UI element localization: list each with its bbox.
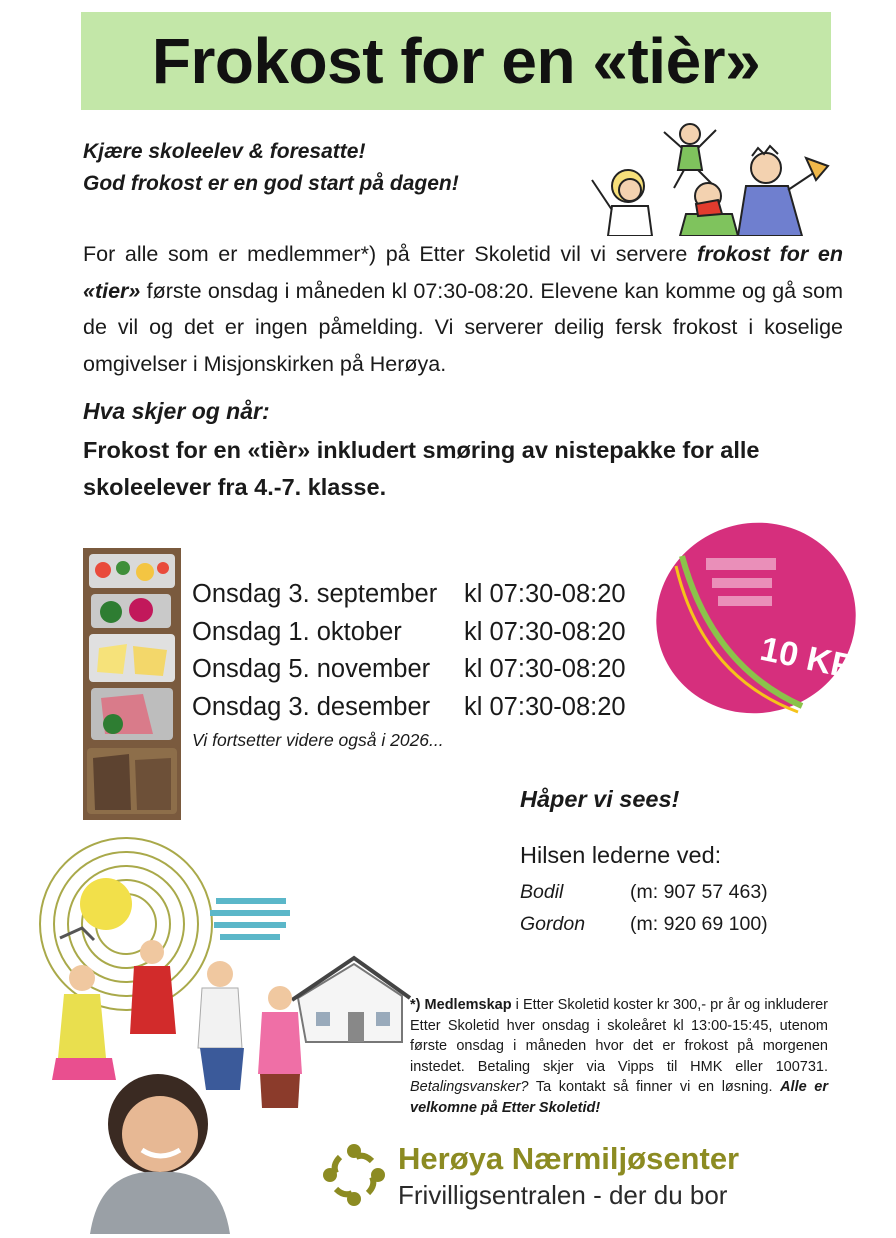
leader-list (520, 876, 768, 940)
membership-contact-text: Ta kontakt så finner vi en løsning. (528, 1079, 781, 1095)
regards-text: Hilsen lederne ved: (520, 842, 722, 868)
greeting-line-2: God frokost er en god start på dagen! (83, 172, 459, 195)
cartoon-people-illustration (588, 118, 834, 236)
membership-lead: *) Medlemskap (410, 997, 512, 1013)
date-row (192, 576, 626, 614)
see-you-text: Håper vi sees! (520, 786, 680, 812)
continues-note: Vi fortsetter videre også i 2026... (192, 730, 444, 750)
payment-issue-text: Betalingsvansker? (410, 1079, 529, 1095)
date-time: kl 07:30-08:20 (464, 655, 626, 683)
breakfast-food-photo (83, 548, 181, 820)
leader-row (520, 876, 768, 908)
date-day: Onsdag 3. september (192, 580, 438, 608)
coin-label: 10 KR (756, 629, 860, 687)
date-day: Onsdag 1. oktober (192, 617, 402, 646)
membership-paragraph (410, 995, 828, 1118)
what-text: Frokost for en «tièr» inkludert smøring av nistepakke for alle skoleelever fra 4.-7. klasse. (83, 437, 760, 500)
date-time: kl 07:30-08:20 (464, 617, 626, 646)
leader-phone: (m: 920 69 100) (630, 913, 768, 935)
date-time: kl 07:30-08:20 (464, 692, 626, 721)
greeting-line-1: Kjære skoleelev & foresatte! (83, 140, 366, 163)
date-day: Onsdag 5. november (192, 655, 431, 683)
membership-text: i Etter Skoletid koster kr 300,- pr år og inkluderer Etter Skoletid hver onsdag i skoleåret kl 13:00-15:45, utenom første onsdag i måneden hvor det er frokost på morgenen instedet. Betaling skjer via Vipps til HMK eller 100731. (410, 997, 828, 1075)
leader-row (520, 908, 768, 940)
page-title: Frokost for en «tièr» (151, 25, 761, 97)
leader-phone: (m: 907 57 463) (630, 881, 768, 903)
welcome-text: Alle er velkomne på Etter Skoletid! (410, 1079, 828, 1116)
intro-emphasis: frokost for en «tier» (83, 242, 843, 303)
date-row (192, 689, 626, 727)
organization-subtitle: Frivilligsentralen - der du bor (398, 1180, 728, 1210)
date-time: kl 07:30-08:20 (464, 580, 626, 608)
intro-text-part2: første onsdag i måneden kl 07:30-08:20. Elevene kan komme og gå som de vil og det er ingen påmelding. Vi serverer deilig fersk frokost i koselige omgivelser i Misjonskirken på Herøya. (83, 278, 843, 376)
intro-paragraph (83, 236, 843, 382)
title-banner (81, 12, 831, 110)
what-heading: Hva skjer og når: (83, 398, 270, 424)
organization-name: Herøya Nærmiljøsenter (398, 1141, 740, 1176)
date-day: Onsdag 3. desember (192, 692, 431, 721)
heroya-logo-icon (322, 1143, 386, 1207)
date-row (192, 651, 626, 689)
intro-text-part1: For alle som er medlemmer*) på Etter Skoletid vil vi servere (83, 242, 698, 266)
date-list (192, 576, 626, 726)
leader-name: Gordon (520, 913, 586, 935)
leader-name: Bodil (520, 881, 564, 903)
date-row (192, 614, 626, 652)
ten-kroner-coin-badge (652, 516, 862, 718)
